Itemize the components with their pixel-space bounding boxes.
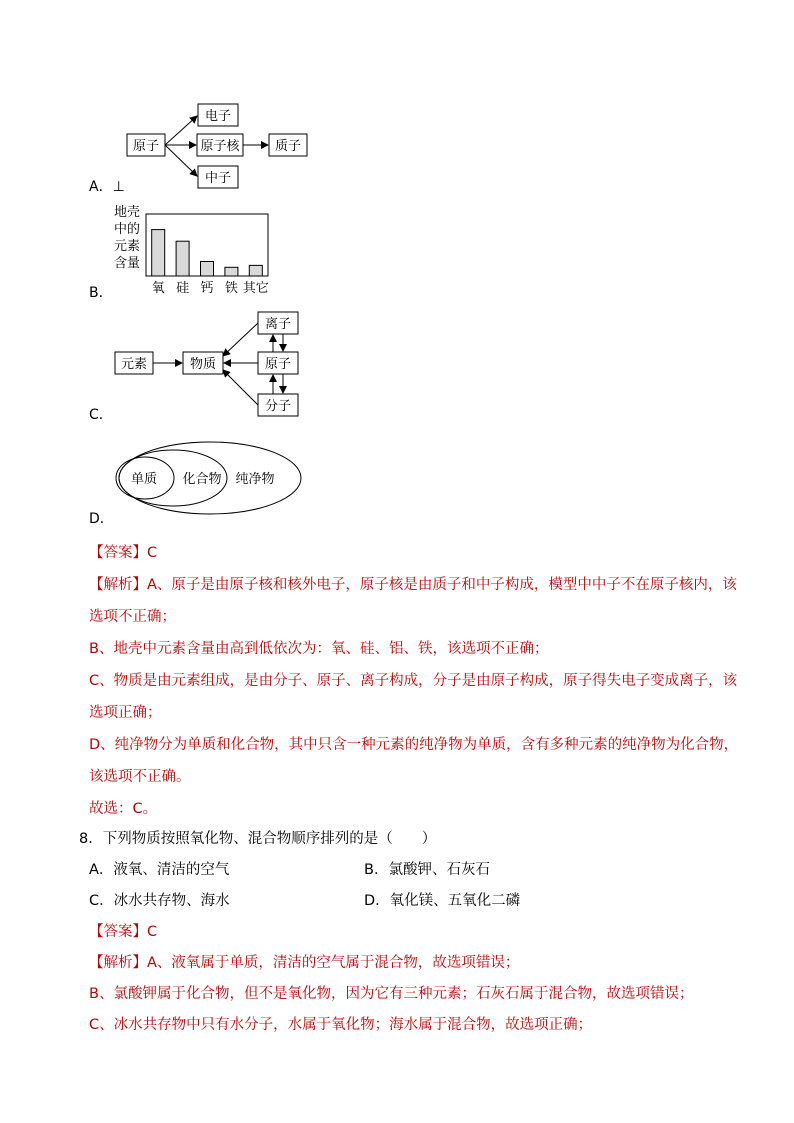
- substance-composition-diagram: [110, 308, 310, 420]
- x-tick-label: 氧: [151, 281, 165, 296]
- answer-value: C: [147, 924, 158, 940]
- answer-tag: 【答案】: [89, 924, 147, 940]
- answer-value: C: [147, 545, 158, 561]
- option-b-label: B．: [89, 285, 113, 301]
- bar-0: [152, 230, 165, 276]
- perp-symbol: ⊥: [112, 179, 125, 195]
- analysis-tag: 【解析】: [89, 577, 147, 593]
- q8-stem: 8．下列物质按照氧化物、混合物顺序排列的是（ ）: [79, 831, 437, 847]
- q8-analysis-line: 【解析】A、液氧属于单质，清洁的空气属于混合物，故选项错误；: [89, 955, 520, 971]
- ylabel-line: 中的: [114, 222, 141, 237]
- node-proton-label: 质子: [274, 139, 302, 154]
- option-d-label: D．: [89, 511, 114, 527]
- node-nucleus-label: 原子核: [200, 139, 240, 154]
- node-electron-label: 电子: [204, 109, 232, 124]
- q7-analysis-line: 选项不正确；: [89, 609, 176, 625]
- x-tick-label: 其它: [242, 281, 269, 296]
- substance-classification-diagram: [110, 432, 310, 516]
- node-element-label: 元素: [120, 357, 148, 372]
- option-a-label: A．⊥: [89, 179, 125, 195]
- q7-analysis-line: 故选：C。: [89, 801, 158, 817]
- compound-label: 化合物: [182, 472, 222, 487]
- q8-option-c: C．冰水共存物、海水: [89, 893, 230, 909]
- pure-substance-label: 纯净物: [235, 472, 275, 487]
- bar-2: [201, 262, 214, 277]
- simple-substance-label: 单质: [130, 472, 158, 487]
- q8-option-b: B．氯酸钾、石灰石: [364, 862, 490, 878]
- ylabel-line: 地壳: [114, 205, 141, 220]
- q7-analysis-line: B、地壳中元素含量由高到低依次为：氧、硅、铝、铁，该选项不正确；: [89, 641, 549, 657]
- analysis-tag: 【解析】: [89, 955, 147, 971]
- node-ion-label: 离子: [264, 317, 292, 332]
- q7-analysis-line: C、物质是由元素组成，是由分子、原子、离子构成，分子是由原子构成，原子得失电子变成离子，该: [89, 673, 738, 689]
- x-tick-label: 钙: [200, 281, 214, 296]
- q7-analysis-line: 【解析】A、原子是由原子核和核外电子，原子核是由质子和中子构成，模型中中子不在原子核内，该: [89, 577, 737, 593]
- q8-analysis-line: B、氯酸钾属于化合物，但不是氧化物，因为它有三种元素；石灰石属于混合物，故选项错误；: [89, 986, 694, 1002]
- answer-tag: 【答案】: [89, 545, 147, 561]
- q8-answer: [89, 920, 157, 941]
- q8-option-d: D．氧化镁、五氧化二磷: [364, 893, 521, 909]
- node-molecule-label: 分子: [264, 399, 292, 414]
- chart-ylabel: [114, 204, 140, 272]
- q7-analysis-line: D、纯净物分为单质和化合物，其中只含一种元素的纯净物为单质，含有多种元素的纯净物为化合物，: [89, 737, 739, 753]
- bar-1: [176, 241, 189, 276]
- ylabel-line: 含量: [114, 256, 141, 271]
- node-substance-label: 物质: [189, 357, 217, 372]
- x-tick-label: 铁: [224, 281, 238, 296]
- q7-analysis-line: 该选项不正确。: [89, 769, 191, 785]
- q8-analysis-line: C、冰水共存物中只有水分子，水属于氧化物；海水属于混合物，故选项正确；: [89, 1017, 593, 1033]
- bar-3: [225, 267, 238, 276]
- option-c-label: C．: [89, 407, 113, 423]
- bar-4: [249, 265, 262, 276]
- crust-element-bar-chart: [145, 212, 273, 298]
- ylabel-line: 元素: [114, 239, 141, 254]
- x-tick-label: 硅: [176, 281, 190, 296]
- q7-answer: [89, 541, 157, 562]
- node-atom-label: 原子: [132, 139, 160, 154]
- q8-option-a: A．液氧、清洁的空气: [89, 862, 230, 878]
- node-atom-label: 原子: [264, 357, 292, 372]
- atom-structure-diagram: [120, 100, 320, 192]
- q7-analysis-line: 选项正确；: [89, 705, 162, 721]
- node-neutron-label: 中子: [204, 171, 232, 186]
